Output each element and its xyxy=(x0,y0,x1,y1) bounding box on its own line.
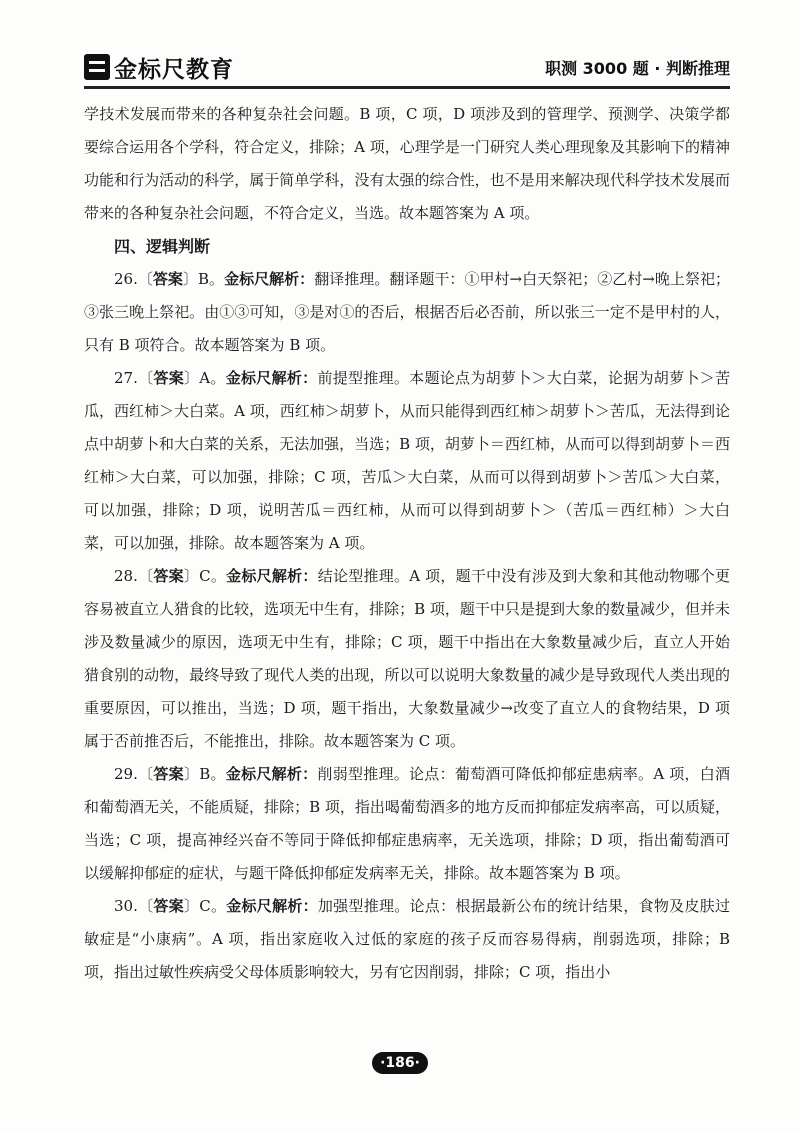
answer-body: 翻译推理。翻译题干：①甲村→白天祭祀；②乙村→晚上祭祀；③张三晚上祭祀。由①③可知，③是对①的否后，根据否后必否前，所以张三一定不是甲村的人，只有 B 项符合。故本题答案为 B 项。 xyxy=(84,270,730,354)
publisher-logo xyxy=(84,52,234,82)
book-title: 职测 3000 题 · 判断推理 xyxy=(545,59,730,78)
answer-tag: 答案 xyxy=(153,567,184,585)
answer-30: 30.〔答案〕C。金标尺解析：加强型推理。论点：根据最新公布的统计结果，食物及皮肤过敏症是“小康病”。A 项，指出家庭收入过低的家庭的孩子反而容易得病，削弱选项，排除；B 项，指出过敏性疾病受父母体质影响较大，另有它因削弱，排除；C 项，指出小 xyxy=(84,897,730,981)
answer-26: 26.〔答案〕B。金标尺解析：翻译推理。翻译题干：①甲村→白天祭祀；②乙村→晚上祭祀；③张三晚上祭祀。由①③可知，③是对①的否后，根据否后必否前，所以张三一定不是甲村的人，只有 B 项符合。故本题答案为 B 项。 xyxy=(84,270,730,354)
answer-body: 结论型推理。A 项，题干中没有涉及到大象和其他动物哪个更容易被直立人猎食的比较，选项无中生有，排除；B 项，题干中只是提到大象的数量减少，但并未涉及数量减少的原因，选项无中生有，排除；C 项，题干中指出在大象数量减少后，直立人开始猎食别的动物，最终导致了现代人类的出现，所以可以说明大象数量的减少是导致现代人类出现的重要原因，可以推出，当选；D 项，题干指出，大象数量减少→改变了直立人的食物结果，D 项属于否前推否后，不能推出，排除。故本题答案为 C 项。 xyxy=(84,567,730,750)
answer-tag: 答案 xyxy=(153,369,185,387)
answer-body: 前提型推理。本题论点为胡萝卜＞大白菜，论据为胡萝卜＞苦瓜，西红柿＞大白菜。A 项，西红柿＞胡萝卜，从而只能得到西红柿＞胡萝卜＞苦瓜，无法得到论点中胡萝卜和大白菜的关系，无法加强，当选；B 项，胡萝卜＝西红柿，从而可以得到胡萝卜＝西红柿＞大白菜，可以加强，排除；C 项，苦瓜＞大白菜，从而可以得到胡萝卜＞苦瓜＞大白菜，可以加强，排除；D 项，说明苦瓜＝西红柿，从而可以得到胡萝卜＞（苦瓜＝西红柿）＞大白菜，可以加强，排除。故本题答案为 A 项。 xyxy=(84,369,730,552)
answer-27: 27.〔答案〕A。金标尺解析：前提型推理。本题论点为胡萝卜＞大白菜，论据为胡萝卜＞苦瓜，西红柿＞大白菜。A 项，西红柿＞胡萝卜，从而只能得到西红柿＞胡萝卜＞苦瓜，无法得到论点中胡萝卜和大白菜的关系，无法加强，当选；B 项，胡萝卜＝西红柿，从而可以得到胡萝卜＝西红柿＞大白菜，可以加强，排除；C 项，苦瓜＞大白菜，从而可以得到胡萝卜＞苦瓜＞大白菜，可以加强，排除；D 项，说明苦瓜＝西红柿，从而可以得到胡萝卜＞（苦瓜＝西红柿）＞大白菜，可以加强，排除。故本题答案为 A 项。 xyxy=(84,369,730,552)
answer-tag: 答案 xyxy=(153,897,184,915)
logo-text: 金标尺教育 xyxy=(114,56,234,83)
answer-tag: 答案 xyxy=(153,765,184,783)
intro-paragraph: 学技术发展而带来的各种复杂社会问题。B 项，C 项，D 项涉及到的管理学、预测学、决策学都要综合运用各个学科，符合定义，排除；A 项，心理学是一门研究人类心理现象及其影响下的精神功能和行为活动的科学，属于简单学科，没有太强的综合性，也不是用来解决现代科学技术发展而带来的各种复杂社会问题，不符合定义，当选。故本题答案为 A 项。 xyxy=(84,105,730,222)
answer-28: 28.〔答案〕C。金标尺解析：结论型推理。A 项，题干中没有涉及到大象和其他动物哪个更容易被直立人猎食的比较，选项无中生有，排除；B 项，题干中只是提到大象的数量减少，但并未涉及数量减少的原因，选项无中生有，排除；C 项，题干中指出在大象数量减少后，直立人开始猎食别的动物，最终导致了现代人类的出现，所以可以说明大象数量的减少是导致现代人类出现的重要原因，可以推出，当选；D 项，题干指出，大象数量减少→改变了直立人的食物结果，D 项属于否前推否后，不能推出，排除。故本题答案为 C 项。 xyxy=(84,567,730,750)
answer-29: 29.〔答案〕B。金标尺解析：削弱型推理。论点：葡萄酒可降低抑郁症患病率。A 项，白酒和葡萄酒无关，不能质疑，排除；B 项，指出喝葡萄酒多的地方反而抑郁症发病率高，可以质疑，当选；C 项，提高神经兴奋不等同于降低抑郁症患病率，无关选项，排除；D 项，指出葡萄酒可以缓解抑郁症的症状，与题干降低抑郁症发病率无关，排除。故本题答案为 B 项。 xyxy=(84,765,731,882)
page-content xyxy=(84,98,730,989)
analysis-label: 金标尺解析： xyxy=(226,897,318,915)
answer-body: 削弱型推理。论点：葡萄酒可降低抑郁症患病率。A 项，白酒和葡萄酒无关，不能质疑，排除；B 项，指出喝葡萄酒多的地方反而抑郁症发病率高，可以质疑，当选；C 项，提高神经兴奋不等同于降低抑郁症患病率，无关选项，排除；D 项，指出葡萄酒可以缓解抑郁症的症状，与题干降低抑郁症发病率无关，排除。故本题答案为 B 项。 xyxy=(84,765,731,882)
section-heading: 四、逻辑判断 xyxy=(114,237,211,256)
analysis-label: 金标尺解析： xyxy=(225,765,318,783)
analysis-label: 金标尺解析： xyxy=(225,369,318,387)
analysis-label: 金标尺解析： xyxy=(224,270,315,288)
analysis-label: 金标尺解析： xyxy=(226,567,318,585)
answer-body: 加强型推理。论点：根据最新公布的统计结果，食物及皮肤过敏症是“小康病”。A 项，指出家庭收入过低的家庭的孩子反而容易得病，削弱选项，排除；B 项，指出过敏性疾病受父母体质影响较大，另有它因削弱，排除；C 项，指出小 xyxy=(84,897,730,981)
logo-icon xyxy=(84,54,110,80)
page-number: ·186· xyxy=(372,1052,428,1074)
page-header xyxy=(84,50,730,89)
answer-tag: 答案 xyxy=(152,270,183,288)
